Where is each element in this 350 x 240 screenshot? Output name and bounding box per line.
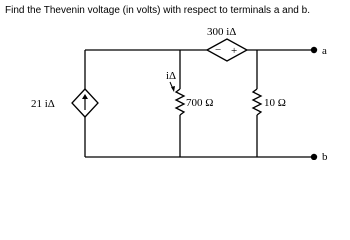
arrow-down-icon: [171, 86, 175, 92]
dependent-current-source-label: 21 iΔ: [31, 98, 55, 110]
terminal-a-label: a: [322, 45, 327, 57]
current-arrow: [170, 82, 175, 92]
question-text: Find the Thevenin voltage (in volts) with respect to terminals a and b.: [5, 5, 310, 16]
resistor-700: [176, 89, 184, 115]
plus-sign: +: [231, 45, 238, 57]
terminal-b-dot: [311, 154, 317, 160]
resistor-10-label: 10 Ω: [264, 97, 286, 109]
dependent-current-source: [72, 89, 98, 117]
resistor-10: [253, 89, 261, 115]
resistor-700-label: 700 Ω: [186, 97, 214, 109]
terminal-b-label: b: [322, 151, 328, 160]
minus-sign: −: [215, 44, 222, 56]
current-label: iΔ: [166, 70, 177, 82]
dependent-voltage-source-label: 300 iΔ: [207, 26, 237, 38]
terminal-a-dot: [311, 47, 317, 53]
dependent-voltage-source: [207, 39, 247, 61]
